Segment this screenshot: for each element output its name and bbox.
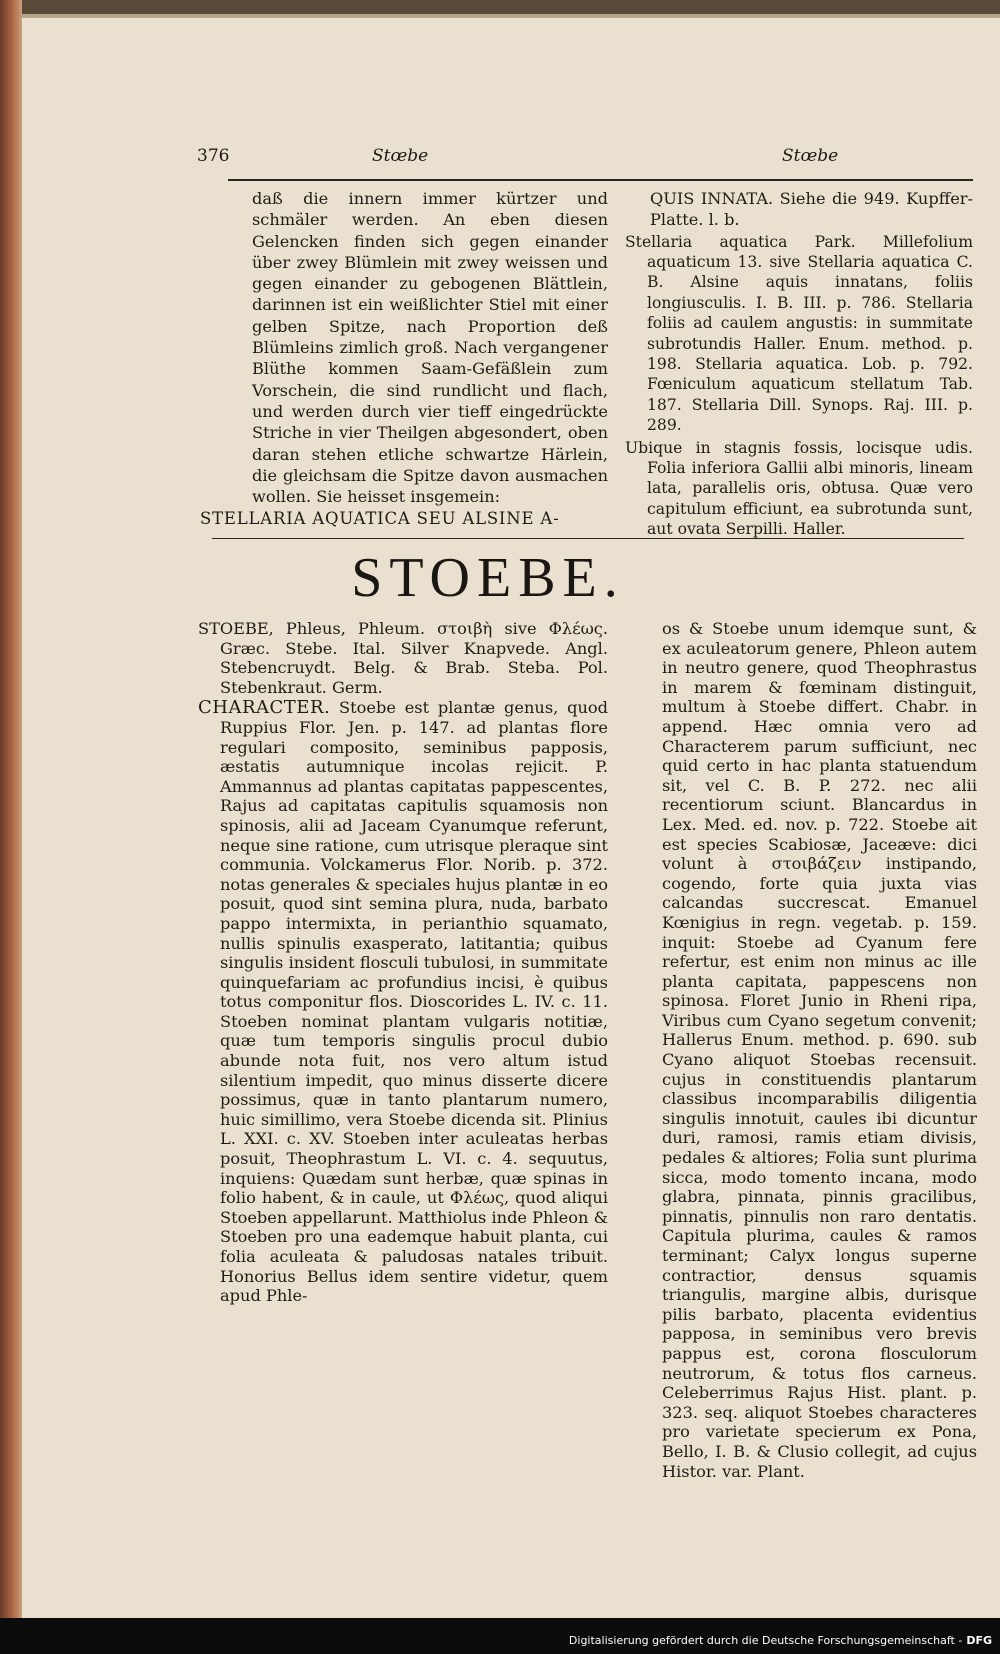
upper-right-column [625,188,973,540]
character-paragraph [198,698,608,1305]
book-top-edge [0,0,1000,14]
page-number: 376 [197,146,230,166]
section-title: STOEBE. [351,547,625,609]
lower-right-column [662,619,977,1481]
running-head-right: Stœbe [782,146,839,166]
book-page [22,18,1000,1618]
right-paragraph-1: QUIS INNATA. Siehe die 949. Kupffer-Platte. l. b. [650,189,973,230]
header-rule [228,179,973,181]
stoebe-synonyms: STOEBE, Phleus, Phleum. στοιβὴ sive Φλέως. Græc. Stebe. Ital. Silver Knapvede. Angl. Stebencruydt. Belg. & Brab. Steba. Pol. Stebenkraut. Germ. [198,619,608,697]
credit-text: Digitalisierung gefördert durch die Deutsche Forschungsgemeinschaft - [568,1634,963,1647]
upper-left-caption: STELLARIA AQUATICA SEU ALSINE A- [200,509,560,528]
section-rule [212,538,964,539]
right-paragraph-2: Stellaria aquatica Park. Millefolium aquaticum 13. sive Stellaria aquatica C. B. Alsine aquis innatans, foliis longiusculis. I. B. III. p. 786. Stellaria foliis ad caulem angustis: in summitate subrotundis Haller. Enum. method. p. 198. Stellaria aquatica. Lob. p. 792. Fœniculum aquaticum stellatum Tab. 187. Stellaria Dill. Synops. Raj. III. p. 289. [625,232,973,435]
upper-left-column [252,188,608,507]
book-spine-edge [0,0,22,1654]
lower-left-column [198,619,608,1306]
dfg-logo: DFG [966,1634,992,1647]
continuation-paragraph: os & Stoebe unum idemque sunt, & ex aculeatorum genere, Phleon autem in neutro genere, quod Theophrastus in marem & fœminam distinguit, multum à Stoebe differt. Chabr. in append. Hæc omnia vero ad Characterem parum sufficiunt, nec quid certo in hac planta statuendum sit, vel C. B. P. 272. nec alii recentiorum sciunt. Blancardus in Lex. Med. ed. nov. p. 722. Stoebe ait est species Scabiosæ, Jaceæve: dici volunt à στοιβάζειν instipando, cogendo, forte quia juxta vias calcandas succrescat. Emanuel Kœnigius in regn. vegetab. p. 159. inquit: Stoebe ad Cyanum fere refertur, est enim non minus ac ille planta capitata, pappescens non spinosa. Floret Junio in Rheni ripa, Viribus cum Cyano segetum convenit; Hallerus Enum. method. p. 690. sub Cyano aliquot Stoebas recensuit. cujus in constituendis plantarum classibus incomparabilis diligentia singulis innotuit, caules ibi dicuntur duri, ramosi, ramis etiam divisis, pedales & altiores; Folia sunt plurima sicca, modo tomento incana, modo glabra, pinnata, pinnis gracilibus, pinnatis, pinnulis non raro dentatis. Capitula plurima, caules & ramos terminant; Calyx longus superne contractior, densus squamis triangulis, margine albis, durisque pilis barbato, placenta evidentius papposa, in seminibus vero brevis pappus est, corona flosculorum neutrorum, & totus flos carneus. Celeberrimus Rajus Hist. plant. p. 323. seq. aliquot Stoebes characteres pro varietate specierum ex Pona, Bello, I. B. & Clusio collegit, ad cujus Histor. var. Plant. [662,619,977,1481]
funding-credit [569,1634,992,1647]
character-text: Stoebe est plantæ genus, quod Ruppius Flor. Jen. p. 147. ad plantas flore regulari composito, seminibus papposis, æstatis autumnique incolas rejicit. P. Ammannus ad plantas capitatas pappescentes, Rajus ad capitatas capitulis squamosis non spinosis, alii ad Jaceam Cyanumque referunt, neque sine ratione, cum utrisque pleraque sint communia. Volckamerus Flor. Norib. p. 372. notas generales & speciales hujus plantæ in eo posuit, quod sint semina plura, nuda, barbato pappo intermixta, in perianthio squamato, nullis spinulis exasperato, latitantia; quibus singulis insident flosculi tubulosi, in summitate quinquefariam ac profundius incisi, è quibus totus componitur flos. Dioscorides L. IV. c. 11. Stoeben nominat plantam vulgaris notitiæ, quæ tum temporis singulis procul dubio abunde nota fuit, nos vero altum istud silentium impedit, quo minus disserte dicere possimus, quæ in tanto plantarum numero, huic simillimo, vera Stoebe dicenda sit. Plinius L. XXI. c. XV. Stoeben inter aculeatas herbas posuit, Theophrastum L. VI. c. 4. sequutus, inquiens: Quædam sunt herbæ, quæ spinas in folio habent, & in caule, ut Φλέως, quod aliqui Stoeben appellarunt. Matthiolus inde Phleon & Stoeben pro una eademque habuit planta, cui folia aculeata & paludosas natales tribuit. Honorius Bellus idem sentire videtur, quem apud Phle- [220,698,608,1306]
character-heading: CHARACTER. [198,697,331,719]
right-paragraph-3: Ubique in stagnis fossis, locisque udis. Folia inferiora Gallii albi minoris, lineam lata, parallelis oris, obtusa. Quæ vero capitulum efficiunt, ea subrotunda sunt, aut ovata Serpilli. Haller. [625,438,973,539]
section-title-block [22,546,1000,610]
german-paragraph: daß die innern immer kürtzer und schmäler werden. An eben diesen Gelencken finden sich gegen einander über zwey Blümlein mit zwey weissen und gegen einander zu gebogenen Blättlein, darinnen ist ein weißlichter Stiel mit einer gelben Spitze, nach Proportion deß Blümleins zimlich groß. Nach vergangener Blüthe kommen Saam-Gefäßlein zum Vorschein, die sind rundlicht und flach, und werden durch vier tieff eingedrückte Striche in vier Theilgen abgesondert, oben daran stehen etliche schwartze Härlein, die gleichsam die Spitze davon ausmachen wollen. Sie heisset insgemein: [252,189,608,507]
page-header [22,146,1000,172]
running-head-left: Stœbe [372,146,429,166]
